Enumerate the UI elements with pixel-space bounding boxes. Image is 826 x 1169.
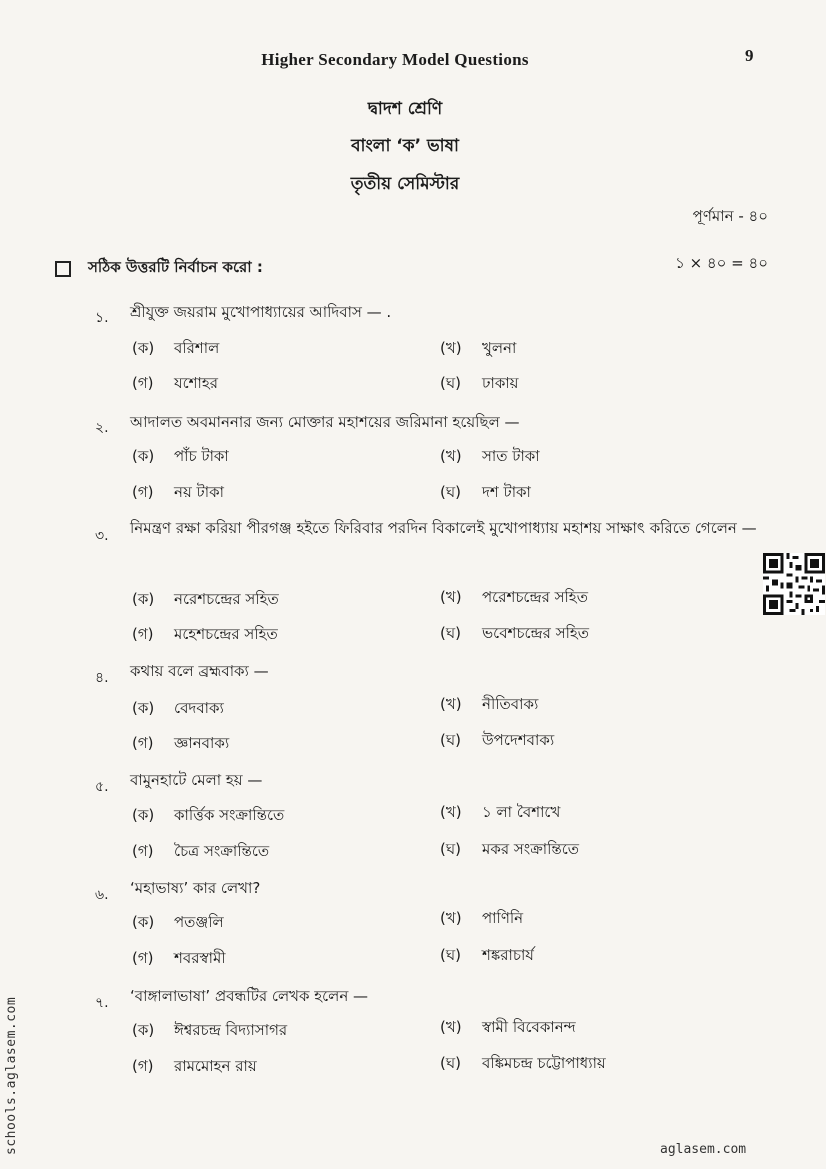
option-gha: (ঘ) দশ টাকা	[440, 483, 531, 501]
option-gha: (ঘ) উপদেশবাক্য	[440, 731, 555, 749]
option-ka: (ক) পাঁচ টাকা	[132, 447, 229, 465]
option-gha: (ঘ) মকর সংক্রান্তিতে	[440, 840, 580, 858]
class-title: দ্বাদশ শ্রেণি	[367, 99, 443, 119]
section-instruction: সঠিক উত্তরটি নির্বাচন করো :	[88, 258, 263, 276]
option-ga: (গ) চৈত্র সংক্রান্তিতে	[132, 842, 270, 860]
question-number: ৭.	[95, 995, 109, 1011]
option-ga: (গ) জ্ঞানবাক্য	[132, 734, 230, 752]
option-ga: (গ) যশোহর	[132, 374, 219, 392]
subject-title: বাংলা ‘ক’ ভাষা	[351, 136, 459, 156]
question-number: ৬.	[95, 887, 109, 903]
running-header-title: Higher Secondary Model Questions	[261, 50, 529, 69]
option-ga: (গ) রামমোহন রায়	[132, 1057, 257, 1075]
question-number: ৩.	[95, 528, 109, 544]
option-kha: (খ) নীতিবাক্য	[440, 695, 539, 713]
section-marks: ১ × ৪০ = ৪০	[675, 254, 768, 272]
question-text: শ্রীযুক্ত জয়রাম মুখোপাধ্যায়ের আদিবাস — .	[130, 303, 392, 321]
option-kha: (খ) স্বামী বিবেকানন্দ	[440, 1018, 576, 1036]
option-kha: (খ) পরেশচন্দ্রের সহিত	[440, 588, 588, 606]
side-watermark: schools.aglasem.com	[4, 996, 19, 1155]
option-gha: (ঘ) বঙ্কিমচন্দ্র চট্টোপাধ্যায়	[440, 1054, 606, 1072]
question-number: ২.	[95, 420, 109, 436]
option-gha: (ঘ) ভবেশচন্দ্রের সহিত	[440, 624, 590, 642]
option-gha: (ঘ) ঢাকায়	[440, 374, 519, 392]
option-ka: (ক) পতঞ্জলি	[132, 913, 224, 931]
option-ga: (গ) নয় টাকা	[132, 483, 224, 501]
question-text: ‘মহাভাষ্য’ কার লেখা?	[130, 879, 261, 897]
page-number: 9	[745, 46, 754, 65]
question-text: নিমন্ত্রণ রক্ষা করিয়া পীরগঞ্জ হইতে ফিরিবার পরদিন বিকালেই মুখোপাধ্যায় মহাশয় সাক্ষাৎ করিতে গেলেন —	[130, 519, 757, 537]
question-text: কথায় বলে ব্রহ্মবাক্য —	[130, 662, 269, 680]
question-text: ‘বাঙ্গালাভাষা’ প্রবন্ধটির লেখক হলেন —	[130, 987, 369, 1005]
option-kha: (খ) ১ লা বৈশাখে	[440, 803, 561, 821]
semester-title: তৃতীয় সেমিস্টার	[350, 174, 460, 194]
option-ka: (ক) বরিশাল	[132, 339, 220, 357]
option-kha: (খ) সাত টাকা	[440, 447, 540, 465]
option-ga: (গ) মহেশচন্দ্রের সহিত	[132, 625, 278, 643]
question-text: আদালত অবমাননার জন্য মোক্তার মহাশয়ের জরিমানা হয়েছিল —	[130, 413, 520, 431]
qr-code-icon	[763, 553, 825, 615]
option-ka: (ক) কার্ত্তিক সংক্রান্তিতে	[132, 806, 285, 824]
option-ka: (ক) ঈশ্বরচন্দ্র বিদ্যাসাগর	[132, 1021, 288, 1039]
option-ka: (ক) বেদবাক্য	[132, 699, 224, 717]
question-text: বামুনহাটে মেলা হয় —	[130, 771, 263, 789]
full-marks: পূর্ণমান - ৪০	[692, 207, 768, 225]
question-number: ৪.	[95, 670, 109, 686]
option-kha: (খ) খুলনা	[440, 339, 517, 357]
option-gha: (ঘ) শঙ্করাচার্য	[440, 946, 534, 964]
option-kha: (খ) পাণিনি	[440, 909, 524, 927]
option-ka: (ক) নরেশচন্দ্রের সহিত	[132, 590, 279, 608]
bottom-watermark: aglasem.com	[660, 1142, 747, 1157]
question-number: ১.	[95, 310, 109, 326]
option-ga: (গ) শবরস্বামী	[132, 949, 226, 967]
question-number: ৫.	[95, 779, 109, 795]
